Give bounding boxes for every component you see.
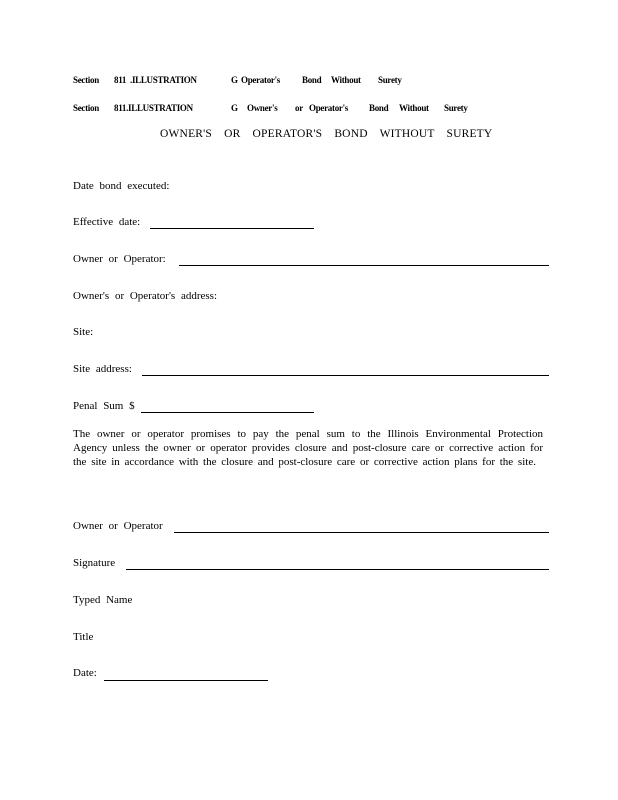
effective-date-label: Effective date:	[73, 216, 141, 228]
header-bond: Bond	[302, 75, 322, 85]
header-section-word: Section	[73, 103, 99, 113]
header-surety: Surety	[444, 103, 468, 113]
header-letter: G	[231, 103, 238, 113]
header-section-word: Section	[73, 75, 99, 85]
site-label: Site:	[73, 326, 94, 338]
owner-operator-label: Owner or Operator:	[73, 253, 166, 265]
effective-date-field[interactable]	[150, 228, 314, 229]
header-without: Without	[331, 75, 361, 85]
date-field[interactable]	[104, 680, 268, 681]
header-bond: Bond	[369, 103, 389, 113]
date-label: Date:	[73, 667, 97, 679]
typed-name-label: Typed Name	[73, 594, 133, 606]
header-owner: Owner's	[247, 103, 278, 113]
site-address-label: Site address:	[73, 363, 132, 375]
sig-owner-operator-label: Owner or Operator	[73, 520, 163, 532]
header-or: or	[295, 103, 303, 113]
form-title: OWNER'S OR OPERATOR'S BOND WITHOUT SURETY	[160, 128, 493, 140]
site-address-field[interactable]	[142, 375, 549, 376]
header-illustration: 811.ILLUSTRATION	[114, 103, 193, 113]
signature-label: Signature	[73, 557, 116, 569]
promise-paragraph: The owner or operator promises to pay the penal sum to the Illinois Environmental Protection Agency unless the owner or operator provides closure and post-closure care or corrective action for the site in accordance with the closure and post-closure care or corrective action plans for the site.	[73, 428, 543, 468]
title-label: Title	[73, 631, 94, 643]
header-party: Operator's	[241, 75, 280, 85]
header-operator: Operator's	[309, 103, 348, 113]
penal-sum-field[interactable]	[141, 412, 314, 413]
address-label: Owner's or Operator's address:	[73, 290, 218, 302]
sig-owner-operator-field[interactable]	[174, 532, 549, 533]
date-executed-label: Date bond executed:	[73, 180, 170, 192]
header-surety: Surety	[378, 75, 402, 85]
header-letter: G	[231, 75, 238, 85]
header-without: Without	[399, 103, 429, 113]
header-illustration: .ILLUSTRATION	[130, 75, 197, 85]
signature-field[interactable]	[126, 569, 549, 570]
penal-sum-label: Penal Sum $	[73, 400, 135, 412]
owner-operator-field[interactable]	[179, 265, 549, 266]
header-section-number: 811	[114, 75, 127, 85]
